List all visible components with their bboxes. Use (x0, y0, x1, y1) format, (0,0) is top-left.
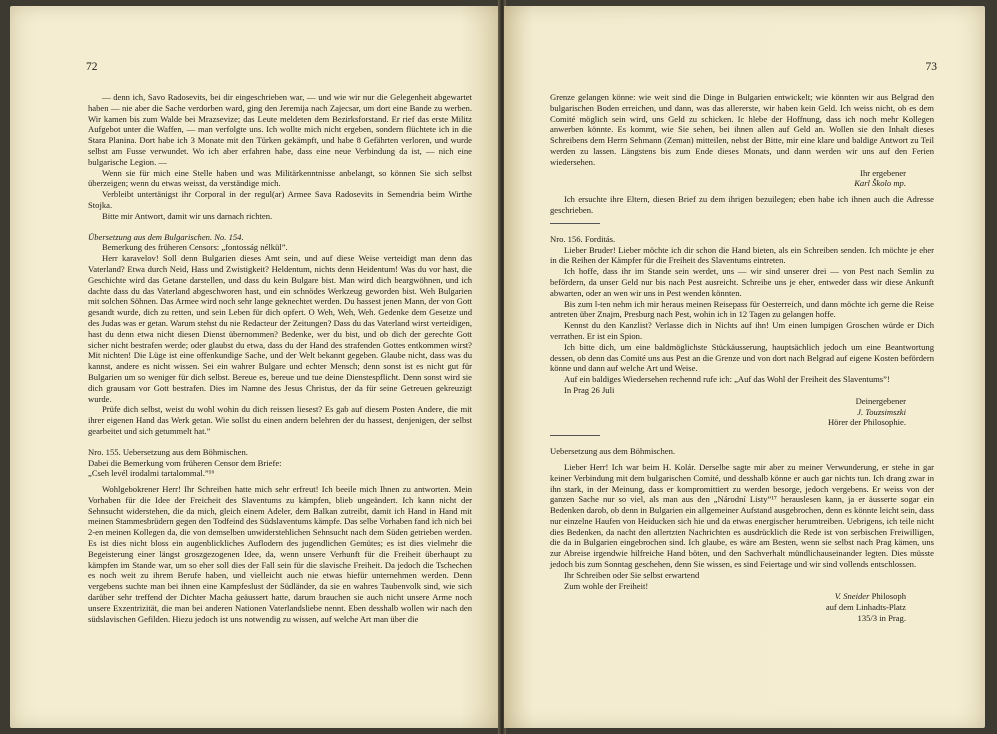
page-text (550, 92, 934, 624)
signature-line (550, 591, 934, 602)
paragraph: Dabei die Bemerkung vom früheren Censor dem Briefe: (88, 457, 282, 468)
page-number: 72 (86, 61, 98, 73)
paragraph: Bitte mir Antwort, damit wir uns darnach richten. (102, 210, 273, 221)
paragraph: — denn ich, Savo Radosevits, bei dir eingeschrieben war, — und wie wir nur die Gelegenheit abgewartet haben — nie aber die Sache verdorben ward, ging den Jeremija nach Zajecsar, um dort eine Bande zu werben. Wir kamen bis zum Walde bei Mrazsevize; das Leute meldeten dem Bezirksforstand. Er rief das erste Militz Aufgebot unter die Waffen, — man verfolgte uns. Ich wollte mich nicht ergeben, sondern flüchtete ich in die Stara Planina. Dort habe ich 3 Monate mit den Türken gekämpft, und habe 8 Gefährten verloren, und wurde selbst am Fusse verwundet. Wo ich aber erfahren habe, dass eine neue Verbindung da ist, — nich eine bulgarische Legion. — (88, 92, 472, 167)
signature-line: auf dem Linhadts-Platz (825, 602, 906, 613)
paragraph: Ich bitte dich, um eine baldmöglichste Stückäusserung, hauptsächlich jedoch um eine Beantwortung dessen, ob denn das Comité uns aus Pest an die Grenze und von dort nach Belgrad auf eigene Kosten befördern könne und dann auf welche Art und Weise. (550, 341, 934, 374)
signature-line: Ihr ergebener (860, 167, 906, 178)
paragraph: Verbleibt untertänigst ihr Corporal in der regul(ar) Armee Sava Radosevits in Semendria beim Wirthe Stojka. (88, 189, 472, 210)
page-text (88, 92, 472, 624)
section-heading: Uebersetzung aus dem Böhmischen. (550, 446, 676, 457)
paragraph: Wohlgebokrener Herr! Ihr Schreiben hatte mich sehr erfreut! Ich beeile mich Ihnen zu antworten. Mein Vorhaben für die Idee der Freicheit des Slaventums zu kämpfen, blieb ungeändert. Ich kann nicht der Sehnsucht widerstehen, die da mich, gleich einem Adeler, dem Balkan zutreibt, damit ich Hand in Hand mit meinen Stammesbrüdern gegen den Todfeind des Südslaventums kämpfe. Das selbe Vorhaben fand ich nich bei 2-en meinen Kollegen da, die von demselben unwiderstehlichen Sehnsucht nach dem Süden getrieben werden. Es ist dies nicht bloss ein augenblickliches Auflodern des jugendlichen Gemütes; es ist dies vielmehr die Begeisterung einer längst groszgezogenen Idee, da, wenn unsere Verhunft für die Freiheit überhaupt zu kämpfen im Stande war, um so eher soll dies der Fall sein für die slavische Freiheit. Da jedoch die Tschechen es noch weit zu ihrem Berufe haben, und vielleicht auch nie etwas hiefür unternehmen werden. Denn vergebens suchte man bei ihnen eine Kampfeslust der Südländer, da sie en wahres Taubenvolk sind, wie sich darüber sehr treffend der Dichter Macha geäussert hatte, darum brauchen sie auch nicht unsere Arme noch unsere Exzentrizität, die man bei anderen Nationen Vaterlandsliebe nennt. Eben desshalb wollen wir nach den südslavischen Gefilden. Hiezu jedoch ist uns notwendig zu wissen, auf welche Art man über die (88, 484, 472, 624)
paragraph: Bis zum l-ten nehm ich mir heraus meinen Reisepass für Oesterreich, und dann möchte ich gerne die Reise antreten über Znajm, Presburg nach Pest, wohin ich in 12 Tagen zu gelangen hoffe. (550, 298, 934, 320)
signature-line: Deinergebener (855, 395, 906, 406)
signature-line: Hörer der Philosophie. (827, 417, 906, 428)
section-heading: Nro. 155. Uebersetzung aus dem Böhmischen. (88, 446, 248, 457)
section-heading: Nro. 156. Forditás. (550, 233, 616, 244)
paragraph: Lieber Bruder! Lieber möchte ich dir schon die Hand bieten, als ein Schreiben senden. Ich möchte je eher in die Reihen der Kämpfer für die Freiheit des Slaventums eintreten. (550, 244, 934, 266)
paragraph: Ihr Schreiben oder Sie selbst erwartend (564, 569, 700, 580)
paragraph: Auf ein baldiges Wiedersehen rechennd rufe ich: „Auf das Wohl der Freiheit des Slaventums”! (564, 374, 890, 385)
signature-name: V. Sneider (834, 591, 870, 602)
paragraph: Zum wohle der Freiheit! (564, 580, 649, 591)
paragraph: Ich ersuchte ihre Eltern, diesen Brief zu dem ihrigen bezuilegen; eben habe ich ihnen auch die Adresse geschrieben. (550, 194, 934, 215)
paragraph: In Prag 26 Juli (564, 384, 615, 395)
paragraph: Kennst du den Kanzlist? Verlasse dich in Nichts auf ihn! Um einen lumpigen Groschen würde er Dich verrathen. Er ist ein Spion. (550, 320, 934, 341)
paragraph: Prüfe dich selbst, weist du wohl wohin du dich reissen liesest? Es gab auf diesem Posten Andere, die mit ihrer eigenen Hand das Werk getan. Wie sollst du einen andern belehren der du hassest, denjenigen, der selbst gearbeitet und sich getummelt hat.” (88, 404, 472, 436)
paragraph: „Cseh levél irodalmi tartalommal.”¹⁶ (88, 468, 215, 479)
section-divider (550, 435, 600, 436)
paragraph: Bemerkung des früheren Censors: „fontosság nélkül”. (102, 242, 288, 253)
signature-title: Philosoph (869, 591, 906, 602)
right-page (504, 6, 985, 728)
paragraph: Grenze gelangen könne: wie weit sind die Dinge in Bulgarien entwickelt; wie könnten wir aus Belgrad den bulgarischen Boden erreichen, und dann, was das allererste, wir haben kein Geld. Ich weiss nicht, ob es dem Comité möglich sein wird, uns Geld zu schicken. Ic hlebe der Hoffnung, dass ich noch mehr Kollegen anwerben könnte. Es kommt, wie Sie sehen, bei ihnen allen auf Geld an. Wollen sie den Inhalt dieses Schreibens dem Herrn Sehmann (Zeman) mitteilen, nebst der Bitte, mir eine klare und baldige Antwort zu Teil werden zu lassen. Längstens bis zum Ende dieses Monats, und dann werden wir uns auf den Ferien wiedersehen. (550, 92, 934, 167)
section-divider (550, 223, 600, 224)
left-page (10, 6, 500, 728)
signature-line: 135/3 in Prag. (857, 613, 906, 624)
paragraph: Ich hoffe, dass ihr im Stande sein werdet, uns — wir sind unserer drei — von Pest nach Semlin zu befördern, da unser Geld nur bis nach Pest ausreicht. Schreibe uns je eher, entweder dass wir diese Ankunft abwarten, oder an wen wir uns in Pest wenden könnten. (550, 266, 934, 298)
paragraph: Herr karavelov! Soll denn Bulgarien dieses Amt sein, und auf diese Weise verteidigt man denn das Vaterland? Etwa durch Neid, Hass und Zwistigkeit? Heldentum, nichts denn Heidentum! Was du vor hast, die Geschichte wird das Getane darstellen, und dass du kein Bulgare bist. Man wird dich beargwöhnen, und ich dachte dass du das Vaterland abgeschworen hast, und ein schnödes Werkzeug geworden bist. Weh Bulgarien mit solchen Söhnen. Das Armee wird noch sehr lange geknechtet werden. Du hassest jenen Mann, der von Gott gesandt wurde, dich zu retten, und sein Leben für dich opfert. O Weh, Weh, Weh. Gedenke dem Gesetze und des Judas was er getan. Warum stehst du nie Redacteur der Zeitungen? Dass du das Vaterland wirst verteidigen, hast du denn etwa nicht diesen Dienst übernommen? Bedenke, wer du bist, und ob dich der gerechte Gott sicher nicht bestrafen werde; oder glaubst du etwa, dass du der Hand des strafenden Gottes entkommen wirst? Mit nichten! Die Lüge ist eine offenkundige Sache, und der Welt bekannt gegeben. Glaube nicht, dass was du kannst, andere es nicht wissen. Sei ein wahrer Bulgare und echter Mensch; denn sonst ist es nicht gut für Bulgarien um so weniger für dich selbst. Bereue es, bereue und tue deine Dienstespflicht. Denn sonst wird sie dich grausam vor Gott bestrafen. Dies im Namne des Jesus Christus, der da für seine Getreuen gekreuzigt wurde. (88, 253, 472, 404)
signature-name: Karl Školo mp. (854, 178, 906, 189)
page-number: 73 (925, 61, 937, 73)
paragraph: Lieber Herr! Ich war beim H. Kolár. Derselbe sagte mir aber zu meiner Verwunderung, er stehe in gar keiner Verbindung mit dem bulgarischen Comité, und desshalb könne er auch gar nichts tun. Ich drang zwar in ihn stark, in der Meinung, dass er kompromittiert zu werden besorge, jedoch vergebens. Er weiss von der ganzen Sache nur so viel, als man aus den „Národní Listy”¹⁷ herauslesen kann, ja er äusserte sogar ein Bedenken darob, ob denn in Bulgarien ein allgemeiner Aufstand ausgebrochen, denn es könnte leicht sein, dass nur einzelne Haufen von Heiducken sich hie und da etwas energischer herumtreiben. Uebrigens, ich teile nicht dies Bedenken, da nacht den allertzten Nachrichten es ausdrücklich die Rede ist von serbischen Freiwilligen, die da in Bulgarien eingebrochen sind. Ich glaube, es wäre am Besten, wenn sie selbst nach Prag kämen, uns zur Abreise irgendwie hilfreiche Hand böten, und den Sachverhalt mündlichauseinander legten. Dies müsste jedoch bis zum Sonntag geschehen, denn Sie wissen, es sind Feiertage und wir sind vollends entschlossen. (550, 461, 934, 570)
section-heading: Übersetzung aus dem Bulgarischen. No. 154. (88, 231, 244, 242)
paragraph: Wenn sie für mich eine Stelle haben und was Militärkenntnisse anbelangt, so können Sie sich selbst überzeigen; wenn du etwas weisst, da verständige mich. (88, 167, 472, 189)
signature-name: J. Touzsimszki (857, 406, 906, 417)
